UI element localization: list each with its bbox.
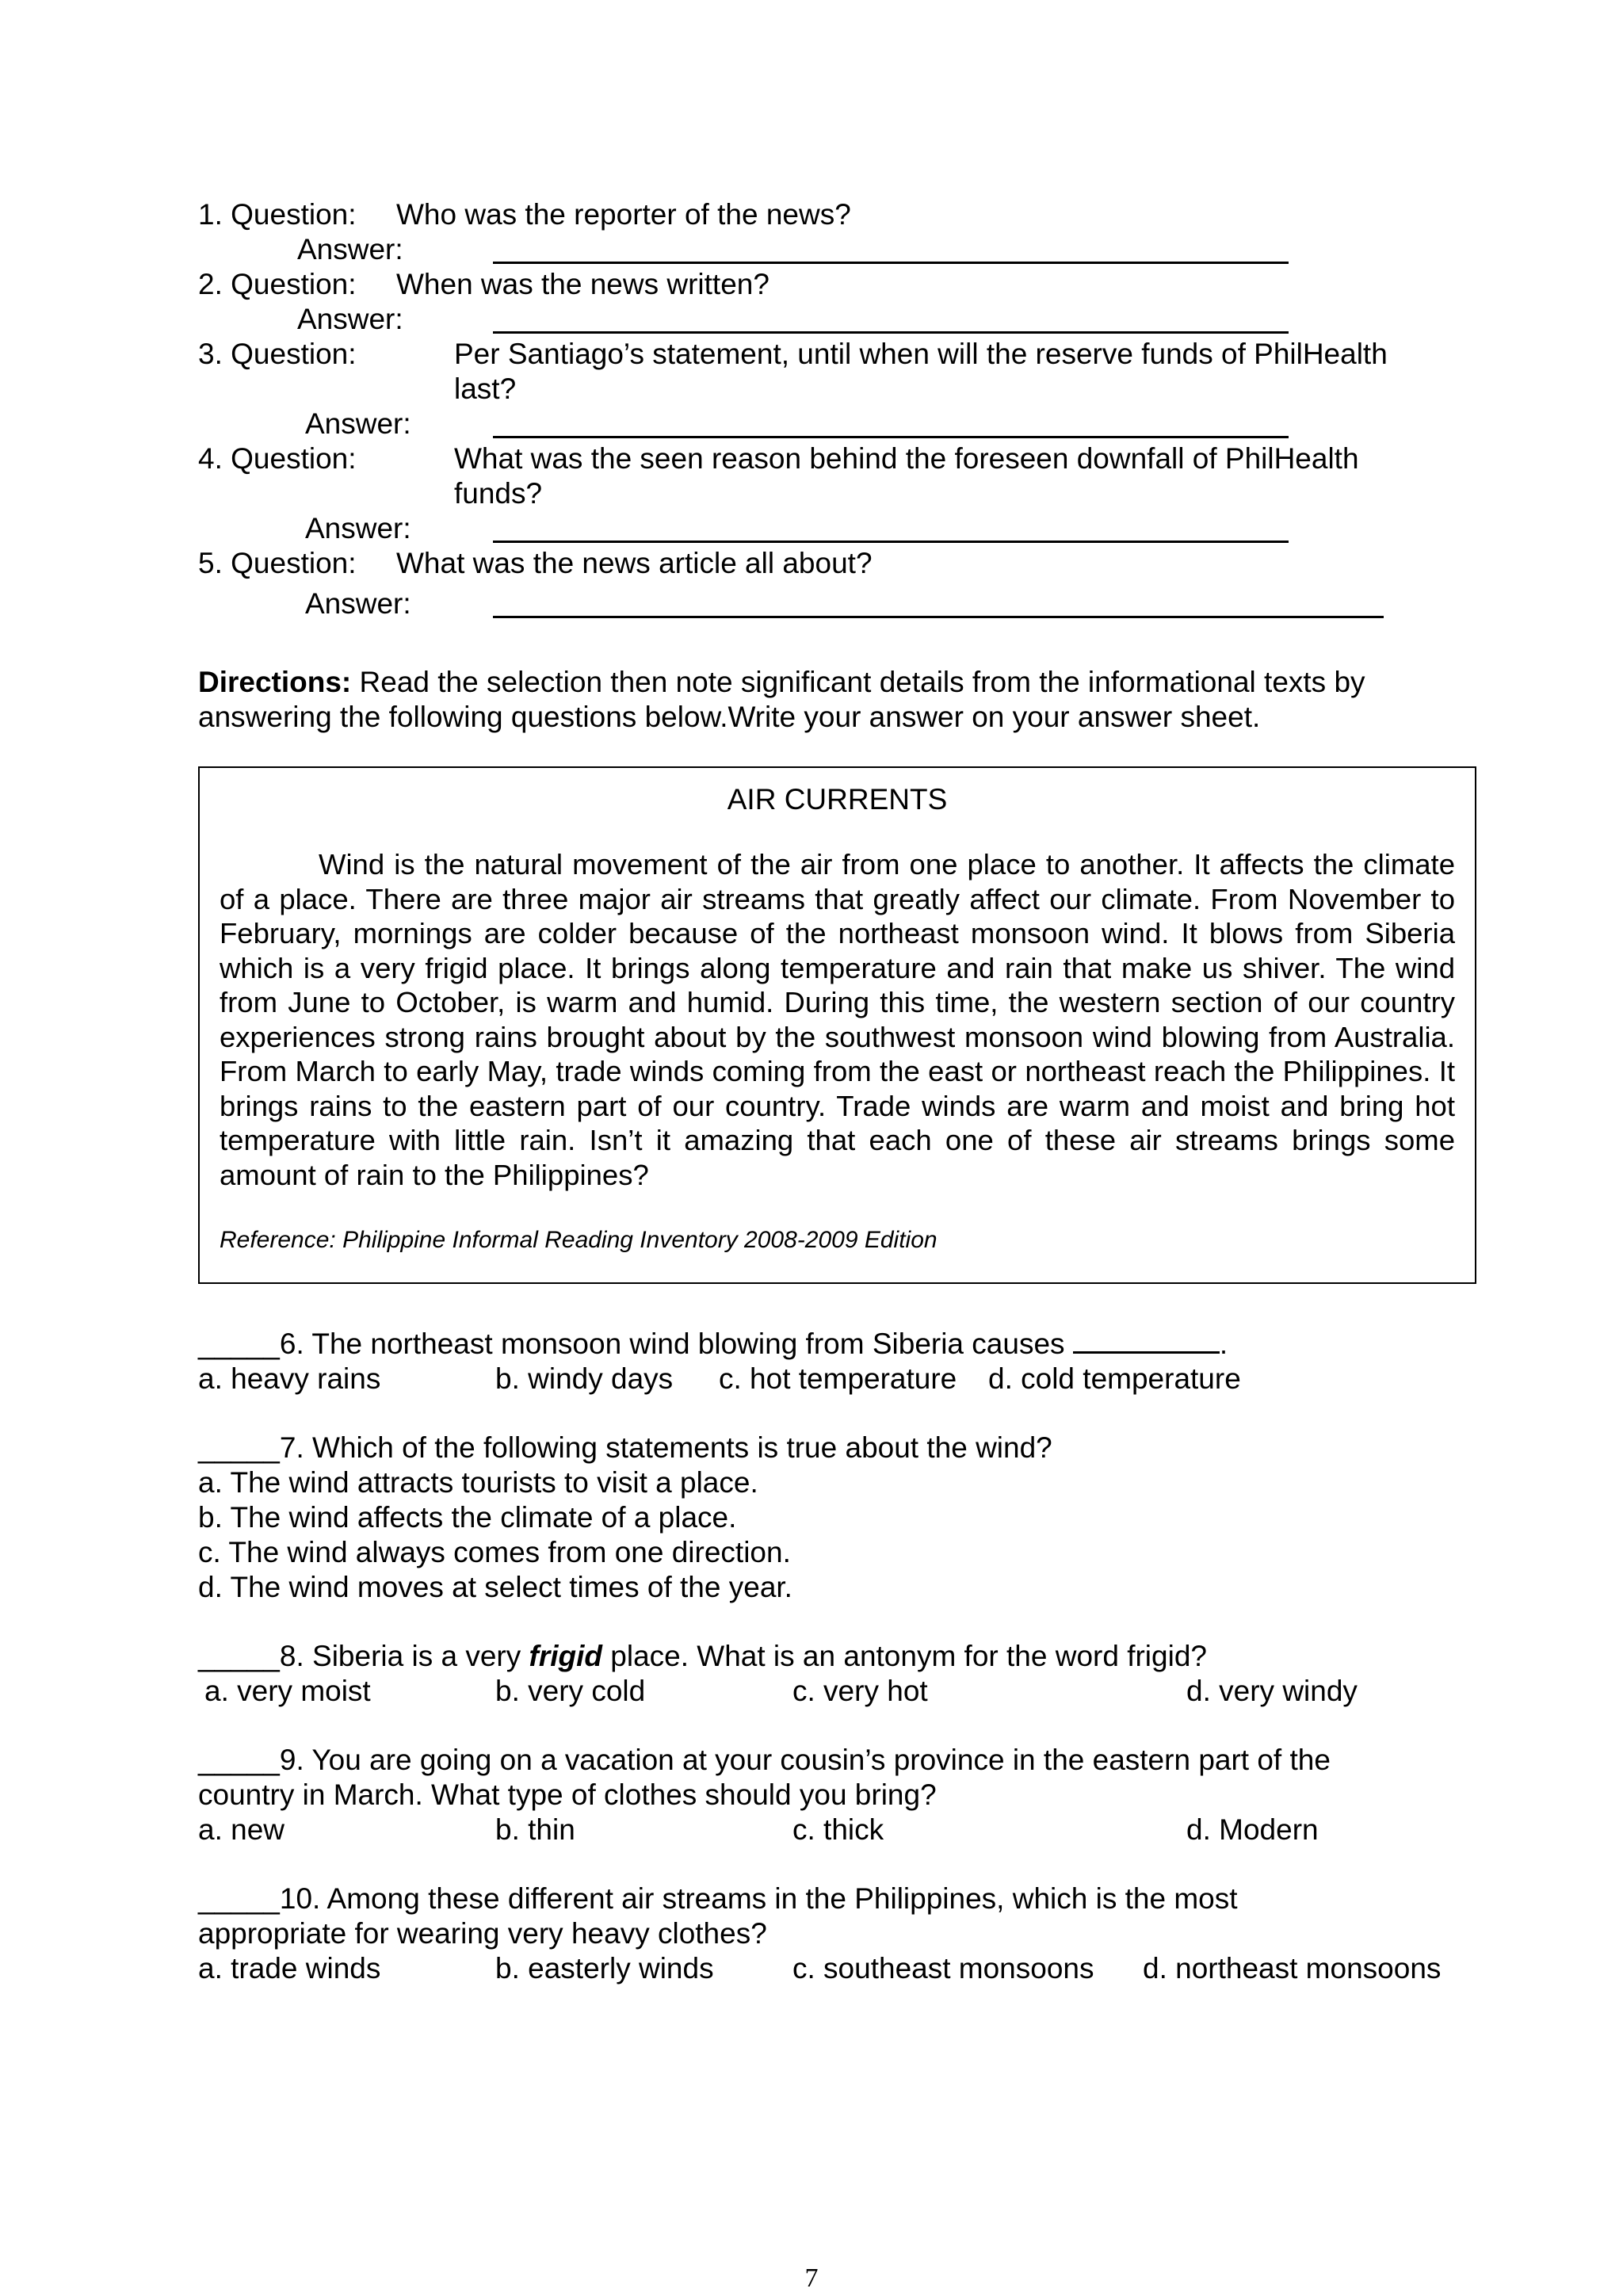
answer-label: Answer: <box>305 587 411 620</box>
option-d[interactable]: d. very windy <box>1186 1675 1358 1707</box>
answer-line[interactable] <box>493 331 1289 334</box>
option-b[interactable]: b. thin <box>495 1813 575 1846</box>
question-number: 1. Question: <box>198 198 357 231</box>
option-b[interactable]: b. easterly winds <box>495 1952 714 1985</box>
option-d[interactable]: d. cold temperature <box>988 1362 1241 1395</box>
answer-line[interactable] <box>493 616 1384 618</box>
question-number: 3. Question: <box>198 338 357 370</box>
option-d[interactable]: d. The wind moves at select times of the year. <box>198 1571 792 1603</box>
option-d[interactable]: d. Modern <box>1186 1813 1319 1846</box>
option-c[interactable]: c. very hot <box>792 1675 928 1707</box>
answer-label: Answer: <box>305 512 411 544</box>
question-text: What was the news article all about? <box>396 547 873 579</box>
option-a[interactable]: a. new <box>198 1813 285 1846</box>
passage-reference: Reference: Philippine Informal Reading Inventory 2008-2009 Edition <box>220 1227 938 1253</box>
option-b[interactable]: b. windy days <box>495 1362 674 1395</box>
question-text: When was the news written? <box>396 268 769 300</box>
question-text: What was the seen reason behind the foreseen downfall of PhilHealth <box>454 442 1359 475</box>
answer-label: Answer: <box>297 303 403 335</box>
question-stem: _____6. The northeast monsoon wind blowing from Siberia causes . <box>198 1328 1228 1360</box>
passage-body: Wind is the natural movement of the air from one place to another. It affects the climate of a place. There are three major air streams that greatly affect our climate. From November to February, mornings are colder because of the northeast monsoon wind. It blows from Siberia which is a very frigid place. It brings along temperature and rain that make us shiver. The wind from June to October, is warm and humid. During this time, the western section of our country experiences strong rains brought about by the southwest monsoon wind blowing from Australia. From March to early May, trade winds coming from the east or northeast reach the Philippines. It brings rains to the eastern part of our country. Trade winds are warm and moist and bring hot temperature with little rain. Isn’t it amazing that each one of these air streams brings some amount of rain to the Philippines? <box>220 848 1455 1191</box>
question-number: 5. Question: <box>198 547 357 579</box>
option-b[interactable]: b. The wind affects the climate of a place. <box>198 1501 737 1534</box>
question-stem: _____9. You are going on a vacation at your cousin’s province in the eastern part of the <box>198 1744 1331 1776</box>
question-text-continued: last? <box>454 372 517 405</box>
page-number: 7 <box>804 2264 819 2293</box>
option-c[interactable]: c. thick <box>792 1813 884 1846</box>
question-text: Per Santiago’s statement, until when will the reserve funds of PhilHealth <box>454 338 1388 370</box>
option-a[interactable]: a. heavy rains <box>198 1362 381 1395</box>
question-stem: _____10. Among these different air streams in the Philippines, which is the most <box>198 1882 1238 1915</box>
answer-line[interactable] <box>493 436 1289 438</box>
option-c[interactable]: c. southeast monsoons <box>792 1952 1094 1985</box>
question-text-continued: funds? <box>454 477 543 510</box>
question-number: 4. Question: <box>198 442 357 475</box>
option-c[interactable]: c. The wind always comes from one direction. <box>198 1536 791 1568</box>
option-d[interactable]: d. northeast monsoons <box>1143 1952 1442 1985</box>
answer-label: Answer: <box>305 407 411 440</box>
passage-title: AIR CURRENTS <box>727 783 948 816</box>
answer-line[interactable] <box>493 262 1289 264</box>
question-stem: _____8. Siberia is a very frigid place. What is an antonym for the word frigid? <box>198 1640 1207 1672</box>
passage-box <box>198 766 1476 1284</box>
option-b[interactable]: b. very cold <box>495 1675 646 1707</box>
directions-text: Read the selection then note significant details from the informational texts by <box>351 666 1365 698</box>
emphasized-word: frigid <box>529 1640 602 1672</box>
directions-text-continued: answering the following questions below.Write your answer on your answer sheet. <box>198 701 1261 733</box>
question-number: 2. Question: <box>198 268 357 300</box>
question-stem-continued: country in March. What type of clothes should you bring? <box>198 1778 937 1811</box>
option-a[interactable]: a. The wind attracts tourists to visit a place. <box>198 1466 758 1499</box>
question-stem: _____7. Which of the following statements is true about the wind? <box>198 1431 1052 1464</box>
option-a[interactable]: a. trade winds <box>198 1952 381 1985</box>
fill-in-blank[interactable] <box>1073 1328 1220 1354</box>
answer-label: Answer: <box>297 233 403 266</box>
question-stem-continued: appropriate for wearing very heavy clothes? <box>198 1917 767 1950</box>
option-a[interactable]: a. very moist <box>204 1675 371 1707</box>
answer-line[interactable] <box>493 541 1289 543</box>
directions-label: Directions: <box>198 666 352 698</box>
question-text: Who was the reporter of the news? <box>396 198 851 231</box>
option-c[interactable]: c. hot temperature <box>719 1362 957 1395</box>
